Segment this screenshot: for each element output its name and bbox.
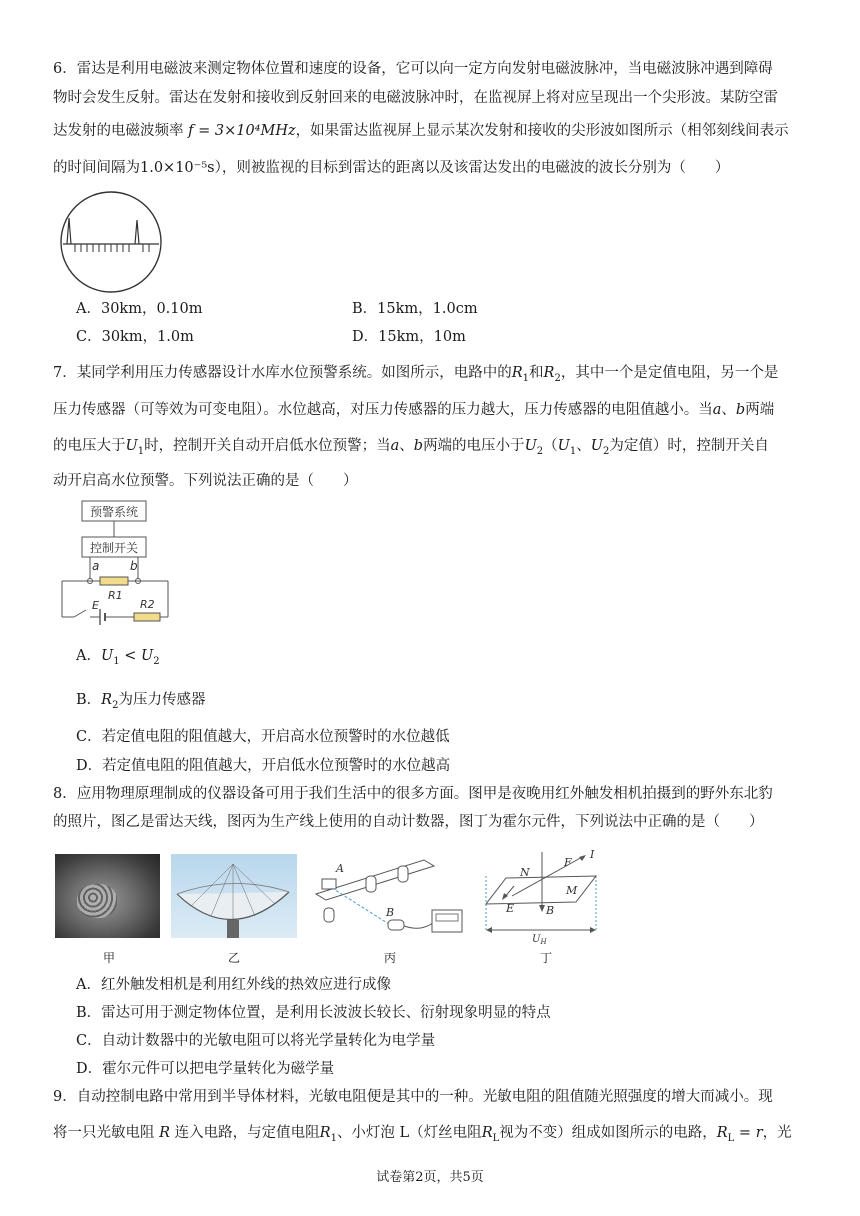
svg-text:A: A: [336, 862, 344, 875]
q7-option-a[interactable]: A．$U_1 < U_2$: [76, 648, 160, 667]
svg-text:I: I: [590, 850, 595, 861]
q7-option-b[interactable]: B．$R_2$为压力传感器: [76, 692, 206, 711]
e-label: E: [92, 599, 99, 612]
leopard-photo: [55, 854, 160, 938]
q8-option-b[interactable]: B．雷达可用于测定物体位置，是利用长波波长较长、衍射现象明显的特点: [76, 1005, 551, 1021]
radar-antenna-photo: [171, 854, 297, 938]
q8-line-1: 8．应用物理原理制成的仪器设备可用于我们生活中的很多方面。图甲是夜晚用红外触发相机拍摄到的野外东北豹: [53, 786, 773, 802]
hall-element-figure: [484, 850, 604, 944]
q8-line-2: 的照片，图乙是雷达天线，图丙为生产线上使用的自动计数器，图丁为霍尔元件，下列说法中正确的是（ ）: [53, 814, 764, 830]
box-alarm-system: 预警系统: [89, 505, 139, 519]
q7-line-4: 动开启高水位预警。下列说法正确的是（ ）: [53, 473, 358, 489]
q7-line-3: 的电压大于$U_1$时，控制开关自动开启低水位预警；当a、b两端的电压小于$U_2(U_1$、$U_2$为定值）时，控制开关自: [53, 438, 769, 457]
q7-option-c[interactable]: C．若定值电阻的阻值越大，开启高水位预警时的水位越低: [76, 729, 450, 745]
q8-option-a[interactable]: A．红外触发相机是利用红外线的热效应进行成像: [76, 977, 391, 993]
r1-label: R1: [108, 589, 123, 602]
svg-text:M: M: [566, 884, 578, 897]
page-footer: 试卷第2页，共5页: [376, 1170, 484, 1185]
q6-option-d[interactable]: D．15km，10m: [352, 329, 466, 345]
q6-option-b[interactable]: B．15km，1.0cm: [352, 301, 478, 317]
q9-line-2: 将一只光敏电阻 R 连入电路，与定值电阻$R_1$、小灯泡 L（灯丝电阻$R_L$视为不变）组成如图所示的电路，$R_L = r$，光: [53, 1125, 792, 1144]
r2-label: R2: [140, 598, 155, 611]
q6-option-c[interactable]: C．30km，1.0m: [76, 329, 194, 345]
svg-text:B: B: [386, 906, 395, 919]
q6-line-3: 达发射的电磁波频率 f = 3×10⁴MHz，如果雷达监视屏上显示某次发射和接收的尖形波如图所示（相邻刻线间表示: [53, 123, 789, 139]
q6-line-1: 6．雷达是利用电磁波来测定物体位置和速度的设备，它可以向一定方向发射电磁波脉冲，当电磁波脉冲遇到障碍: [53, 61, 773, 77]
svg-text:F: F: [564, 856, 572, 869]
svg-text:E: E: [506, 902, 515, 915]
terminal-a: a: [92, 559, 100, 573]
caption-yi: 乙: [228, 951, 241, 965]
q7-line-1: 7．某同学利用压力传感器设计水库水位预警系统。如图所示，电路中的$R_1$和$R_2$，其中一个是定值电阻，另一个是: [53, 365, 779, 384]
auto-counter-figure: [312, 852, 470, 940]
terminal-b: b: [130, 559, 138, 573]
q7-line-2: 压力传感器（可等效为可变电阻）。水位越高，对压力传感器的压力越大，压力传感器的电阻值越小。当a、b两端: [53, 402, 775, 418]
svg-text:UH: $U_H$: [532, 934, 547, 944]
radar-screen-figure: [55, 190, 167, 294]
caption-jia: 甲: [103, 951, 116, 965]
q8-option-d[interactable]: D．霍尔元件可以把电学量转化为磁学量: [76, 1061, 335, 1077]
caption-ding: 丁: [540, 951, 553, 965]
svg-text:B: B: [546, 904, 555, 917]
q6-option-a[interactable]: A．30km，0.10m: [76, 301, 203, 317]
q9-line-1: 9．自动控制电路中常用到半导体材料，光敏电阻便是其中的一种。光敏电阻的阻值随光照强度的增大而减小。现: [53, 1089, 773, 1105]
water-level-circuit-figure: [56, 497, 172, 625]
q6-line-2: 物时会发生反射。雷达在发射和接收到反射回来的电磁波脉冲时，在监视屏上将对应呈现出一个尖形波。某防空雷: [53, 90, 778, 106]
box-control-switch: 控制开关: [89, 541, 139, 555]
q7-option-d[interactable]: D．若定值电阻的阻值越大，开启低水位预警时的水位越高: [76, 758, 451, 774]
q6-line-4: 的时间间隔为1.0×10⁻⁵s），则被监视的目标到雷达的距离以及该雷达发出的电磁波的波长分别为（ ）: [53, 160, 730, 176]
svg-text:N: N: [520, 866, 530, 879]
q8-option-c[interactable]: C．自动计数器中的光敏电阻可以将光学量转化为电学量: [76, 1033, 436, 1049]
caption-bing: 丙: [384, 951, 397, 965]
